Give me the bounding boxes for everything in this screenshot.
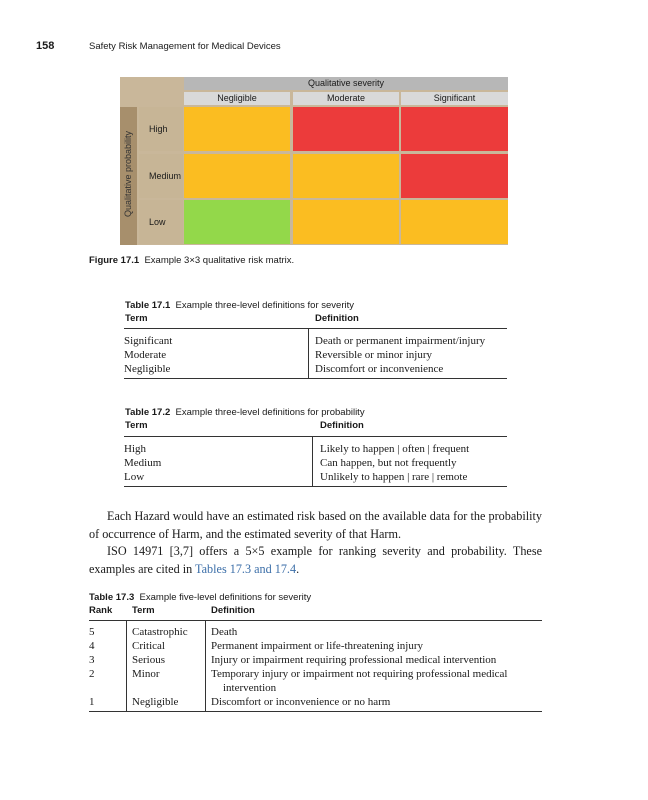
table-cell: High [124, 443, 146, 455]
table2-top-rule [124, 436, 507, 437]
table1-column-divider [308, 328, 309, 378]
matrix-cell [401, 107, 508, 151]
matrix-cell [184, 200, 290, 244]
table-cell: 1 [89, 696, 95, 708]
matrix-cell [184, 154, 290, 198]
body-paragraph-2: ISO 14971 [3,7] offers a 5×5 example for ranking severity and probability. These examples are cited in Tables 17.3 and 17.4. [89, 544, 542, 576]
table-cell: 2 [89, 668, 95, 680]
table-cell: 4 [89, 640, 95, 652]
table1-title: Table 17.1 Example three-level definitions for severity [125, 300, 354, 311]
table2-column-divider [312, 436, 313, 486]
table-cell: Can happen, but not frequently [320, 457, 457, 469]
table-cell: Injury or impairment requiring professional medical intervention [211, 654, 497, 666]
matrix-cell [293, 107, 399, 151]
table-cell: Negligible [132, 696, 179, 708]
tables-crossref-link[interactable]: Tables 17.3 and 17.4 [195, 561, 297, 576]
row-header-low: Low [139, 200, 183, 244]
table2-header-definition: Definition [320, 420, 364, 431]
table-cell: Discomfort or inconvenience or no harm [211, 696, 391, 708]
table2-header-term: Term [125, 420, 148, 431]
matrix-cell [184, 107, 290, 151]
table-cell: Medium [124, 457, 162, 469]
table-cell: Negligible [124, 363, 171, 375]
table-cell: Permanent impairment or life-threatening injury [211, 640, 423, 652]
table3-column-divider-1 [126, 620, 127, 711]
figure-caption: Figure 17.1 Example 3×3 qualitative risk matrix. [89, 255, 295, 266]
table-cell: Significant [124, 335, 173, 347]
table3-top-rule [89, 620, 542, 621]
table3-title: Table 17.3 Example five-level definitions for severity [89, 592, 312, 603]
table1-header-definition: Definition [315, 313, 359, 324]
table-cell: Critical [132, 640, 165, 652]
table2-title: Table 17.2 Example three-level definitions for probability [125, 407, 365, 418]
table-cell: Death [211, 626, 238, 638]
body-paragraph-1: Each Hazard would have an estimated risk based on the available data for the probability of occurrence of Harm, and the estimated severity of that Harm. [89, 509, 542, 541]
table3-bottom-rule [89, 711, 542, 712]
table-cell: Death or permanent impairment/injury [315, 335, 486, 347]
table-cell: 5 [89, 626, 95, 638]
table-cell: Low [124, 471, 145, 483]
table-cell: Catastrophic [132, 626, 188, 638]
table-cell: Likely to happen | often | frequent [320, 443, 470, 455]
table1-top-rule [124, 328, 507, 329]
table1-header-term: Term [125, 313, 148, 324]
column-header-significant: Significant [401, 92, 508, 105]
table-cell: Discomfort or inconvenience [315, 363, 444, 375]
row-header-high: High [139, 107, 183, 151]
table-cell: Unlikely to happen | rare | remote [320, 471, 468, 483]
matrix-cell [293, 154, 399, 198]
matrix-cell [293, 200, 399, 244]
table-cell: Temporary injury or impairment not requiring professional medical intervention [211, 668, 508, 694]
page-number: 158 [36, 40, 55, 52]
table3-header-rank: Rank [89, 605, 113, 616]
table-cell: Reversible or minor injury [315, 349, 433, 361]
matrix-cell [401, 200, 508, 244]
table2-bottom-rule [124, 486, 507, 487]
table1-bottom-rule [124, 378, 507, 379]
table-cell: Moderate [124, 349, 167, 361]
severity-axis-title: Qualitative severity [184, 77, 508, 90]
table3-column-divider-2 [205, 620, 206, 711]
table-cell: Minor [132, 668, 160, 680]
probability-axis-title: Qualitative probability [123, 130, 133, 218]
running-title: Safety Risk Management for Medical Devices [89, 41, 281, 52]
table-cell: 3 [89, 654, 95, 666]
matrix-cell [401, 154, 508, 198]
table3-header-term: Term [132, 605, 155, 616]
table-cell: Serious [132, 654, 165, 666]
table3-header-definition: Definition [211, 605, 255, 616]
column-header-negligible: Negligible [184, 92, 290, 105]
column-header-moderate: Moderate [293, 92, 399, 105]
row-header-medium: Medium [139, 154, 183, 198]
